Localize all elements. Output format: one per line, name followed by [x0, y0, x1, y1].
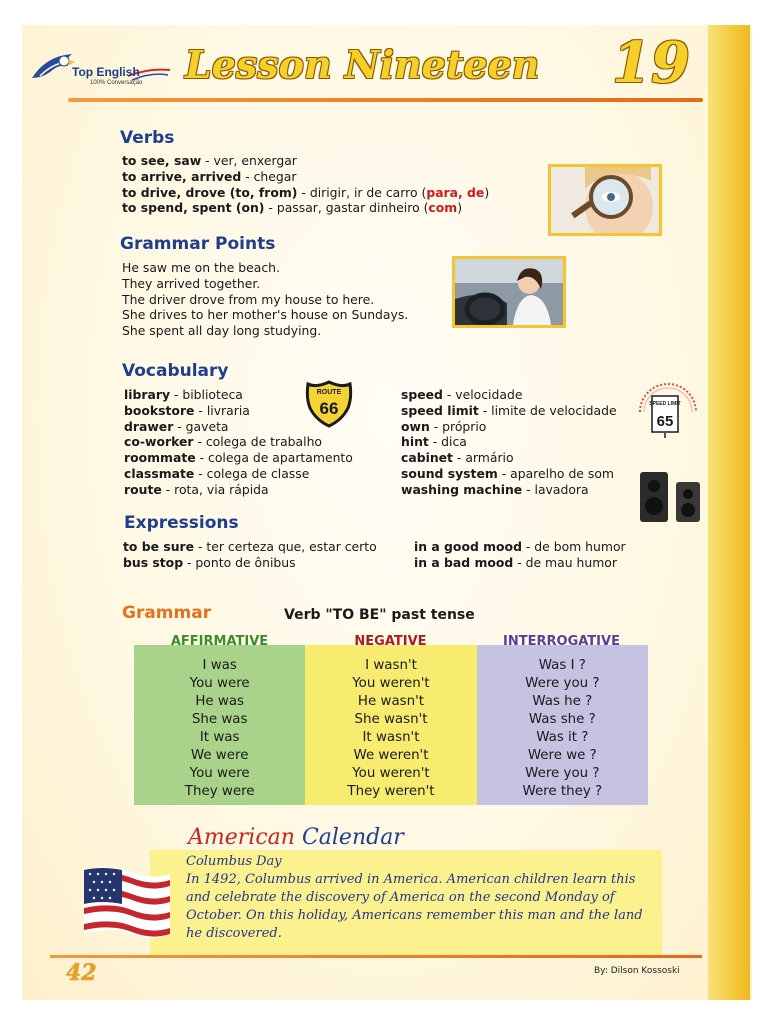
table-cell: It wasn't [362, 730, 420, 745]
table-cell: I wasn't [365, 658, 417, 673]
calendar-title: American Calendar [188, 825, 404, 850]
lesson-number: 19 [612, 30, 690, 96]
negative-header: NEGATIVE [354, 634, 427, 649]
expression-item: in a bad mood - de mau humor [414, 554, 617, 570]
vocab-item: bookstore - livraria [124, 402, 250, 418]
header-divider [68, 98, 703, 102]
svg-text:SPEED LIMIT: SPEED LIMIT [649, 401, 681, 407]
interrogative-header: INTERROGATIVE [503, 634, 620, 649]
speakers-icon [634, 468, 704, 526]
vocab-item: sound system - aparelho de som [401, 465, 614, 481]
grammar-heading: Grammar [122, 603, 212, 623]
verb-item: to drive, drove (to, from) - dirigir, ir de carro (para, de) [122, 184, 490, 200]
verb-to-be-table [134, 645, 648, 805]
vocabulary-heading: Vocabulary [122, 361, 229, 381]
vocab-item: drawer - gaveta [124, 418, 229, 434]
vocab-item: co-worker - colega de trabalho [124, 434, 323, 450]
driver-photo [452, 256, 566, 328]
vocabulary-right-column [401, 387, 617, 498]
grammar-point-line: She spent all day long studying. [122, 323, 322, 339]
vocab-item: roommate - colega de apartamento [124, 450, 353, 466]
table-cell: They weren't [347, 784, 435, 799]
vocab-item: library - biblioteca [124, 387, 243, 402]
vocab-item: speed - velocidade [401, 387, 523, 402]
logo-name: Top English [72, 65, 140, 79]
table-cell: You were [189, 766, 250, 781]
side-strip [708, 25, 750, 1000]
table-cell: They were [184, 784, 255, 799]
vocab-item: speed limit - limite de velocidade [401, 402, 617, 418]
table-cell: You weren't [352, 766, 430, 781]
footer-divider [50, 955, 702, 958]
table-cell: We weren't [353, 748, 429, 763]
table-cell: He was [195, 694, 245, 709]
vocab-item: washing machine - lavadora [401, 481, 589, 497]
table-cell: Were they ? [522, 784, 603, 799]
calendar-text [186, 853, 661, 943]
lesson-title: Lesson Nineteen [185, 42, 540, 87]
american-flag-icon [82, 864, 172, 944]
grammar-point-line: They arrived together. [122, 275, 261, 291]
page-number: 42 [66, 960, 97, 986]
interrogative-column [477, 645, 648, 805]
grammar-point-line: He saw me on the beach. [122, 260, 280, 275]
svg-text:66: 66 [319, 399, 339, 418]
route-66-sign-icon [304, 380, 354, 428]
table-cell: He wasn't [357, 694, 425, 709]
table-cell: Was he ? [532, 694, 593, 709]
grammar-point-line: She drives to her mother's house on Sundays. [122, 307, 409, 323]
expression-item: bus stop - ponto de ônibus [123, 554, 296, 570]
table-cell: Were you ? [525, 766, 600, 781]
expression-item: in a good mood - de bom humor [414, 539, 626, 554]
expressions-heading: Expressions [124, 513, 239, 533]
table-cell: You were [189, 676, 250, 691]
vocab-item: classmate - colega de classe [124, 465, 310, 481]
table-cell: She wasn't [354, 712, 428, 727]
top-english-logo [28, 38, 178, 100]
vocab-item: route - rota, via rápida [124, 481, 269, 497]
table-cell: Was it ? [536, 730, 589, 745]
verb-item: to arrive, arrived - chegar [122, 168, 297, 184]
magnifying-glass-photo [548, 164, 662, 236]
vocab-item: hint - dica [401, 434, 467, 450]
vocab-item: own - próprio [401, 418, 487, 434]
svg-text:ROUTE: ROUTE [316, 389, 342, 396]
grammar-point-line: The driver drove from my house to here. [122, 291, 375, 307]
grammar-points-heading: Grammar Points [120, 234, 276, 254]
affirmative-header: AFFIRMATIVE [170, 634, 269, 649]
table-cell: It was [199, 730, 240, 745]
svg-text:65: 65 [656, 413, 674, 430]
calendar-body: In 1492, Columbus arrived in America. American children learn this and celebrate the discovery of America on the second Monday of October. On this holiday, Americans remember this man and the land he discovered. [186, 872, 643, 941]
grammar-points-list [122, 260, 452, 339]
calendar-subtitle: Columbus Day [186, 854, 282, 869]
speed-limit-sign-icon [632, 372, 702, 438]
table-cell: Were we ? [527, 748, 597, 763]
verb-item: to spend, spent (on) - passar, gastar dinheiro (com) [122, 200, 463, 216]
affirmative-column [134, 645, 305, 805]
negative-column [305, 645, 476, 805]
table-cell: I was [202, 658, 237, 673]
vocab-item: cabinet - armário [401, 450, 514, 466]
table-cell: Were you ? [525, 676, 600, 691]
verb-item: to see, saw - ver, enxergar [122, 153, 297, 168]
table-cell: She was [191, 712, 248, 727]
expression-item: to be sure - ter certeza que, estar certo [123, 539, 377, 554]
grammar-subtitle: Verb "TO BE" past tense [284, 607, 475, 623]
table-cell: We were [190, 748, 249, 763]
table-cell: You weren't [352, 676, 430, 691]
expressions-right-column [414, 539, 626, 571]
verbs-heading: Verbs [120, 128, 175, 148]
table-cell: Was she ? [528, 712, 596, 727]
logo-subtitle: 100% Conversação [90, 80, 143, 86]
expressions-left-column [123, 539, 377, 571]
verbs-list [122, 153, 552, 216]
author-byline: By: Dilson Kossoski [594, 966, 680, 976]
table-cell: Was I ? [538, 658, 586, 673]
